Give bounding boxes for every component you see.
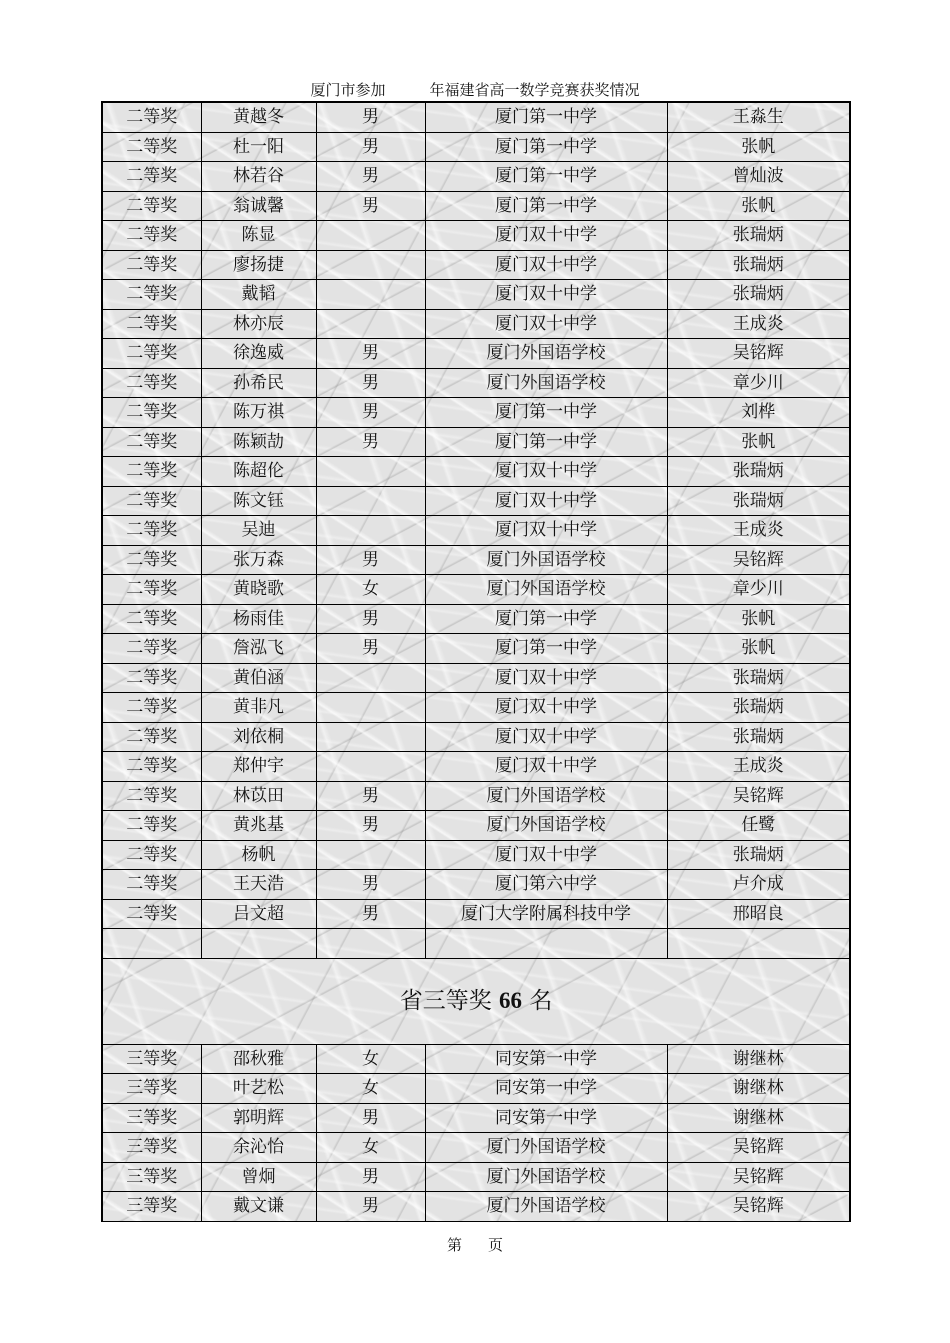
cell-name: 陈万祺 — [201, 398, 316, 428]
cell-gender: 男 — [316, 545, 425, 575]
cell-award: 二等奖 — [102, 132, 201, 162]
cell-name — [201, 929, 316, 959]
cell-award: 二等奖 — [102, 545, 201, 575]
cell-school: 厦门第六中学 — [425, 870, 667, 900]
cell-teacher: 王淼生 — [667, 102, 850, 132]
cell-school: 厦门外国语学校 — [425, 811, 667, 841]
cell-name: 叶艺松 — [201, 1074, 316, 1104]
cell-school: 厦门外国语学校 — [425, 545, 667, 575]
cell-gender — [316, 457, 425, 487]
cell-teacher: 邢昭良 — [667, 899, 850, 929]
cell-gender: 男 — [316, 604, 425, 634]
cell-gender — [316, 486, 425, 516]
cell-award: 二等奖 — [102, 899, 201, 929]
cell-teacher: 曾灿波 — [667, 162, 850, 192]
cell-teacher: 吴铭辉 — [667, 545, 850, 575]
table-row — [102, 781, 850, 811]
cell-gender: 男 — [316, 339, 425, 369]
cell-award: 二等奖 — [102, 191, 201, 221]
cell-name: 黄兆基 — [201, 811, 316, 841]
cell-award: 三等奖 — [102, 1044, 201, 1074]
cell-name: 林苡田 — [201, 781, 316, 811]
cell-gender — [316, 663, 425, 693]
table-row — [102, 309, 850, 339]
footer-text-right: 页 — [488, 1236, 504, 1254]
table-row — [102, 457, 850, 487]
cell-gender: 男 — [316, 634, 425, 664]
cell-school: 厦门第一中学 — [425, 102, 667, 132]
cell-school: 厦门外国语学校 — [425, 368, 667, 398]
table-row — [102, 486, 850, 516]
cell-gender — [316, 309, 425, 339]
cell-teacher: 张瑞炳 — [667, 486, 850, 516]
cell-teacher: 张帆 — [667, 634, 850, 664]
section-title — [102, 958, 850, 1044]
table-row — [102, 339, 850, 369]
cell-school — [425, 929, 667, 959]
cell-school: 同安第一中学 — [425, 1103, 667, 1133]
cell-award: 二等奖 — [102, 309, 201, 339]
cell-name: 陈超伦 — [201, 457, 316, 487]
cell-teacher: 谢继林 — [667, 1103, 850, 1133]
cell-award: 二等奖 — [102, 427, 201, 457]
cell-gender: 女 — [316, 1133, 425, 1163]
table-row — [102, 250, 850, 280]
cell-gender: 女 — [316, 1074, 425, 1104]
header-text-right: 年福建省高一数学竞赛获奖情况 — [429, 81, 640, 99]
cell-award: 三等奖 — [102, 1133, 201, 1163]
cell-school: 厦门第一中学 — [425, 398, 667, 428]
cell-name: 杜一阳 — [201, 132, 316, 162]
cell-gender: 男 — [316, 1103, 425, 1133]
cell-school: 厦门双十中学 — [425, 693, 667, 723]
cell-gender: 男 — [316, 781, 425, 811]
cell-school: 同安第一中学 — [425, 1044, 667, 1074]
cell-name: 廖扬捷 — [201, 250, 316, 280]
cell-award: 二等奖 — [102, 663, 201, 693]
cell-teacher: 张瑞炳 — [667, 693, 850, 723]
cell-award: 二等奖 — [102, 840, 201, 870]
footer-text-left: 第 — [446, 1236, 462, 1254]
cell-name: 郭明辉 — [201, 1103, 316, 1133]
cell-name: 张万森 — [201, 545, 316, 575]
cell-name: 陈文钰 — [201, 486, 316, 516]
cell-name: 黄非凡 — [201, 693, 316, 723]
cell-teacher: 王成炎 — [667, 752, 850, 782]
cell-name: 吕文超 — [201, 899, 316, 929]
cell-teacher: 吴铭辉 — [667, 1162, 850, 1192]
cell-gender: 男 — [316, 191, 425, 221]
cell-school: 厦门双十中学 — [425, 516, 667, 546]
table-row — [102, 722, 850, 752]
cell-gender — [316, 516, 425, 546]
cell-teacher: 任鹭 — [667, 811, 850, 841]
table-row — [102, 693, 850, 723]
table-row — [102, 575, 850, 605]
cell-teacher: 张瑞炳 — [667, 221, 850, 251]
cell-name: 黄伯涵 — [201, 663, 316, 693]
cell-gender: 男 — [316, 102, 425, 132]
cell-award — [102, 929, 201, 959]
cell-gender: 女 — [316, 575, 425, 605]
cell-award: 二等奖 — [102, 722, 201, 752]
cell-gender: 男 — [316, 427, 425, 457]
table-row — [102, 162, 850, 192]
cell-name: 郑仲宇 — [201, 752, 316, 782]
cell-gender: 男 — [316, 870, 425, 900]
cell-school: 厦门外国语学校 — [425, 1192, 667, 1222]
cell-teacher: 张瑞炳 — [667, 457, 850, 487]
cell-teacher: 吴铭辉 — [667, 339, 850, 369]
cell-award: 二等奖 — [102, 398, 201, 428]
cell-teacher: 吴铭辉 — [667, 1192, 850, 1222]
table-row — [102, 516, 850, 546]
cell-gender: 男 — [316, 398, 425, 428]
table-row — [102, 1044, 850, 1074]
cell-school: 厦门双十中学 — [425, 221, 667, 251]
cell-name: 林若谷 — [201, 162, 316, 192]
cell-teacher: 谢继林 — [667, 1044, 850, 1074]
cell-name: 黄晓歌 — [201, 575, 316, 605]
cell-award: 二等奖 — [102, 634, 201, 664]
cell-gender — [316, 693, 425, 723]
cell-teacher: 张帆 — [667, 191, 850, 221]
table-row — [102, 221, 850, 251]
cell-school: 厦门双十中学 — [425, 309, 667, 339]
cell-school: 同安第一中学 — [425, 1074, 667, 1104]
cell-school: 厦门双十中学 — [425, 722, 667, 752]
cell-award: 三等奖 — [102, 1074, 201, 1104]
cell-teacher: 王成炎 — [667, 516, 850, 546]
cell-teacher — [667, 929, 850, 959]
cell-school: 厦门双十中学 — [425, 457, 667, 487]
cell-teacher: 章少川 — [667, 368, 850, 398]
table-row — [102, 634, 850, 664]
section-title-count: 66 — [499, 988, 522, 1013]
table-row — [102, 280, 850, 310]
cell-award: 二等奖 — [102, 486, 201, 516]
cell-school: 厦门外国语学校 — [425, 1162, 667, 1192]
cell-teacher: 刘桦 — [667, 398, 850, 428]
table-row — [102, 870, 850, 900]
cell-gender: 男 — [316, 368, 425, 398]
table-row — [102, 102, 850, 132]
cell-award: 二等奖 — [102, 102, 201, 132]
cell-teacher: 张瑞炳 — [667, 840, 850, 870]
cell-gender — [316, 840, 425, 870]
cell-award: 二等奖 — [102, 604, 201, 634]
cell-name: 黄越冬 — [201, 102, 316, 132]
cell-school: 厦门外国语学校 — [425, 781, 667, 811]
cell-teacher: 张瑞炳 — [667, 722, 850, 752]
cell-award: 三等奖 — [102, 1192, 201, 1222]
page-header — [0, 80, 950, 100]
cell-teacher: 张瑞炳 — [667, 280, 850, 310]
cell-name: 杨雨佳 — [201, 604, 316, 634]
table-row — [102, 929, 850, 959]
cell-name: 刘依桐 — [201, 722, 316, 752]
cell-name: 戴文谦 — [201, 1192, 316, 1222]
cell-name: 陈显 — [201, 221, 316, 251]
section-title-group — [102, 958, 850, 1044]
cell-name: 徐逸威 — [201, 339, 316, 369]
award-table — [101, 101, 851, 1222]
cell-name: 余沁怡 — [201, 1133, 316, 1163]
cell-award: 二等奖 — [102, 280, 201, 310]
cell-gender — [316, 929, 425, 959]
header-text-left: 厦门市参加 — [310, 81, 386, 99]
table-row — [102, 132, 850, 162]
table-row — [102, 1162, 850, 1192]
cell-gender: 男 — [316, 1162, 425, 1192]
cell-school: 厦门大学附属科技中学 — [425, 899, 667, 929]
cell-teacher: 吴铭辉 — [667, 781, 850, 811]
table-row — [102, 545, 850, 575]
cell-gender: 男 — [316, 811, 425, 841]
cell-gender: 男 — [316, 132, 425, 162]
cell-award: 二等奖 — [102, 516, 201, 546]
cell-teacher: 王成炎 — [667, 309, 850, 339]
cell-gender: 女 — [316, 1044, 425, 1074]
cell-school: 厦门双十中学 — [425, 752, 667, 782]
cell-name: 詹泓飞 — [201, 634, 316, 664]
cell-school: 厦门双十中学 — [425, 250, 667, 280]
section-title-prefix: 省三等奖 — [399, 988, 492, 1014]
cell-school: 厦门双十中学 — [425, 840, 667, 870]
third-prize-rows — [102, 1044, 850, 1221]
cell-teacher: 张帆 — [667, 427, 850, 457]
table-row — [102, 604, 850, 634]
cell-teacher: 章少川 — [667, 575, 850, 605]
cell-school: 厦门双十中学 — [425, 486, 667, 516]
table-row — [102, 899, 850, 929]
cell-gender: 男 — [316, 162, 425, 192]
cell-award: 二等奖 — [102, 457, 201, 487]
cell-school: 厦门第一中学 — [425, 162, 667, 192]
cell-name: 邵秋雅 — [201, 1044, 316, 1074]
cell-teacher: 谢继林 — [667, 1074, 850, 1104]
table-row — [102, 663, 850, 693]
cell-gender — [316, 221, 425, 251]
cell-award: 二等奖 — [102, 811, 201, 841]
cell-school: 厦门外国语学校 — [425, 1133, 667, 1163]
cell-school: 厦门第一中学 — [425, 604, 667, 634]
cell-teacher: 张帆 — [667, 132, 850, 162]
cell-name: 林亦辰 — [201, 309, 316, 339]
cell-gender — [316, 280, 425, 310]
cell-gender — [316, 250, 425, 280]
table-row — [102, 1192, 850, 1222]
cell-teacher: 吴铭辉 — [667, 1133, 850, 1163]
table-row — [102, 1103, 850, 1133]
cell-award: 三等奖 — [102, 1103, 201, 1133]
cell-gender — [316, 722, 425, 752]
cell-school: 厦门外国语学校 — [425, 575, 667, 605]
cell-school: 厦门第一中学 — [425, 191, 667, 221]
cell-name: 陈颖劼 — [201, 427, 316, 457]
cell-teacher: 张瑞炳 — [667, 663, 850, 693]
table-row — [102, 398, 850, 428]
cell-name: 王天浩 — [201, 870, 316, 900]
table-row — [102, 1074, 850, 1104]
cell-gender — [316, 752, 425, 782]
cell-award: 二等奖 — [102, 752, 201, 782]
cell-name: 吴迪 — [201, 516, 316, 546]
cell-name: 孙希民 — [201, 368, 316, 398]
cell-award: 二等奖 — [102, 339, 201, 369]
cell-award: 二等奖 — [102, 870, 201, 900]
cell-award: 二等奖 — [102, 575, 201, 605]
cell-name: 杨帆 — [201, 840, 316, 870]
cell-school: 厦门第一中学 — [425, 132, 667, 162]
page-footer — [0, 1234, 950, 1256]
cell-school: 厦门双十中学 — [425, 280, 667, 310]
cell-gender: 男 — [316, 1192, 425, 1222]
table-row — [102, 191, 850, 221]
cell-school: 厦门双十中学 — [425, 663, 667, 693]
cell-teacher: 张瑞炳 — [667, 250, 850, 280]
cell-teacher: 张帆 — [667, 604, 850, 634]
cell-award: 二等奖 — [102, 781, 201, 811]
cell-name: 翁诚馨 — [201, 191, 316, 221]
cell-name: 戴韬 — [201, 280, 316, 310]
cell-award: 二等奖 — [102, 250, 201, 280]
table-row — [102, 752, 850, 782]
cell-teacher: 卢介成 — [667, 870, 850, 900]
cell-award: 二等奖 — [102, 162, 201, 192]
section-row — [102, 958, 850, 1044]
table-row — [102, 427, 850, 457]
table-row — [102, 840, 850, 870]
table-row — [102, 368, 850, 398]
cell-school: 厦门第一中学 — [425, 634, 667, 664]
section-title-suffix: 名 — [529, 988, 553, 1014]
cell-gender: 男 — [316, 899, 425, 929]
table-row — [102, 1133, 850, 1163]
cell-award: 二等奖 — [102, 368, 201, 398]
table-row — [102, 811, 850, 841]
cell-name: 曾炯 — [201, 1162, 316, 1192]
cell-award: 三等奖 — [102, 1162, 201, 1192]
cell-award: 二等奖 — [102, 693, 201, 723]
cell-school: 厦门外国语学校 — [425, 339, 667, 369]
cell-school: 厦门第一中学 — [425, 427, 667, 457]
second-prize-rows — [102, 102, 850, 958]
cell-award: 二等奖 — [102, 221, 201, 251]
